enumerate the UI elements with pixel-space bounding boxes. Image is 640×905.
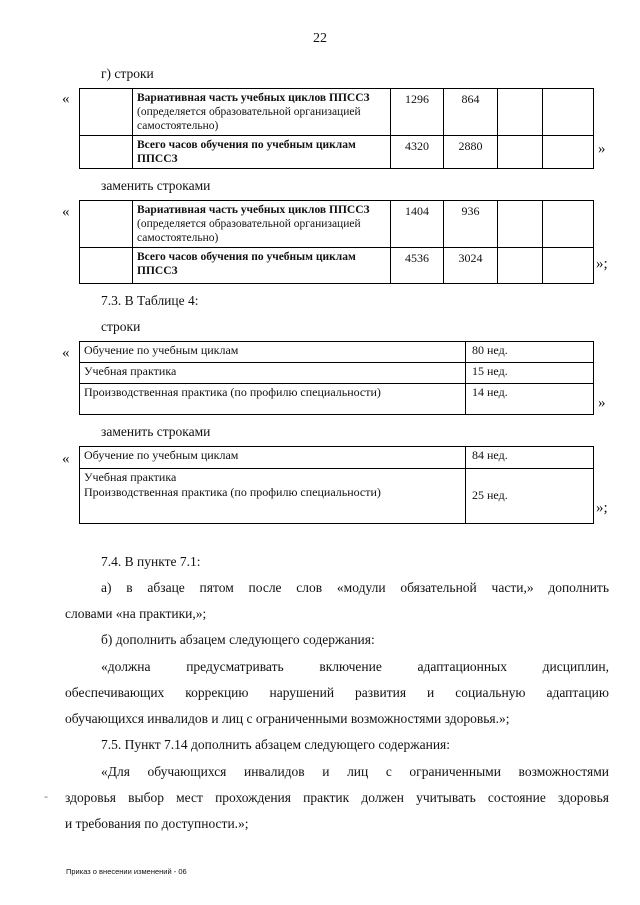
table-cell-name: [80, 469, 466, 524]
section-7-4-heading: 7.4. В пункте 7.1:: [101, 554, 201, 569]
table-row: [80, 89, 594, 136]
table-cell-empty: [80, 89, 133, 136]
table-row: [80, 469, 594, 524]
quote2-line2: здоровья выбор мест прохождения практик должен учитывать состояние здоровья: [65, 790, 609, 805]
table-cell-value: 864: [444, 89, 498, 136]
quote2-line1: «Для обучающихся инвалидов и лиц с ограниченными возможностями: [101, 764, 609, 779]
paragraph-b: б) дополнить абзацем следующего содержания:: [101, 632, 375, 647]
quote1-line3: обучающихся инвалидов и лиц с ограниченными возможностями здоровья.»;: [65, 711, 510, 726]
table-row: [80, 363, 594, 384]
row-note: (определяется образовательной организацией самостоятельно): [137, 106, 361, 132]
table-row: [80, 342, 594, 363]
table-cell-empty: [80, 136, 133, 169]
table-cell-value: 80 нед.: [466, 342, 594, 363]
row-title: Вариативная часть учебных циклов ППССЗ: [137, 204, 370, 216]
footer-note: Приказ о внесении изменений - 06: [66, 867, 187, 876]
row-line: Учебная практика: [84, 470, 177, 484]
table-row: [80, 136, 594, 169]
table-cell-empty: [543, 89, 594, 136]
table-cell-empty: [543, 201, 594, 248]
paragraph-a-line1: а) в абзаце пятом после слов «модули обязательной части,» дополнить: [101, 580, 609, 595]
table-row: [80, 248, 594, 284]
open-quote: «: [62, 91, 70, 107]
table-row: [80, 384, 594, 415]
table-cell-value: 1404: [391, 201, 444, 248]
table-cell-name: Учебная практика: [80, 363, 466, 384]
replace-rows-label: заменить строками: [101, 424, 211, 439]
section-g-heading: г) строки: [101, 66, 154, 81]
table-2: [79, 200, 594, 284]
table-cell-empty: [80, 201, 133, 248]
quote1-line1: «должна предусматривать включение адаптационных дисциплин,: [101, 659, 609, 674]
table-cell-value: 84 нед.: [466, 447, 594, 469]
table-cell-value: 2880: [444, 136, 498, 169]
row-title: Вариативная часть учебных циклов ППССЗ: [137, 92, 370, 104]
table-cell-title: [133, 248, 391, 284]
table-3: [79, 341, 594, 415]
open-quote: «: [62, 345, 70, 361]
table-cell-value: 14 нед.: [466, 384, 594, 415]
table-cell-empty: [80, 248, 133, 284]
table-cell-empty: [498, 89, 543, 136]
page-number: 22: [313, 31, 327, 46]
table-cell-title: [133, 201, 391, 248]
close-quote: »: [598, 141, 606, 157]
table-cell-value: 4320: [391, 136, 444, 169]
table-row: [80, 447, 594, 469]
close-quote-semicolon: »;: [596, 500, 608, 516]
table-4: [79, 446, 594, 524]
table-cell-name: Производственная практика (по профилю специальности): [80, 384, 466, 415]
row-title: Всего часов обучения по учебным циклам ППССЗ: [137, 139, 356, 165]
open-quote: «: [62, 204, 70, 220]
table-cell-value: 936: [444, 201, 498, 248]
table-cell-empty: [498, 248, 543, 284]
section-7-3-heading: 7.3. В Таблице 4:: [101, 293, 199, 308]
table-cell-empty: [498, 201, 543, 248]
table-cell-title: [133, 89, 391, 136]
table-cell-empty: [498, 136, 543, 169]
section-7-5-heading: 7.5. Пункт 7.14 дополнить абзацем следующего содержания:: [101, 737, 451, 752]
table-cell-empty: [543, 248, 594, 284]
table-cell-name: Обучение по учебным циклам: [80, 447, 466, 469]
table-cell-value: 25 нед.: [466, 469, 594, 524]
close-quote: »: [598, 395, 606, 411]
table-1: [79, 88, 594, 169]
close-quote-semicolon: »;: [596, 256, 608, 272]
table-cell-name: Обучение по учебным циклам: [80, 342, 466, 363]
table-cell-value: 15 нед.: [466, 363, 594, 384]
row-note: (определяется образовательной организацией самостоятельно): [137, 218, 361, 244]
quote2-line3: и требования по доступности.»;: [65, 816, 249, 831]
replace-rows-label: заменить строками: [101, 178, 211, 193]
row-line: Производственная практика (по профилю специальности): [84, 485, 381, 499]
table-row: [80, 201, 594, 248]
table-cell-value: 1296: [391, 89, 444, 136]
open-quote: «: [62, 451, 70, 467]
quote1-line2: обеспечивающих коррекцию нарушений развития и социальную адаптацию: [65, 685, 609, 700]
table-cell-value: 3024: [444, 248, 498, 284]
scan-mark: -: [44, 789, 48, 803]
row-title: Всего часов обучения по учебным циклам ППССЗ: [137, 251, 356, 277]
rows-label: строки: [101, 319, 141, 334]
table-cell-value: 4536: [391, 248, 444, 284]
table-cell-empty: [543, 136, 594, 169]
table-cell-title: [133, 136, 391, 169]
paragraph-a-line2: словами «на практики,»;: [65, 606, 207, 621]
